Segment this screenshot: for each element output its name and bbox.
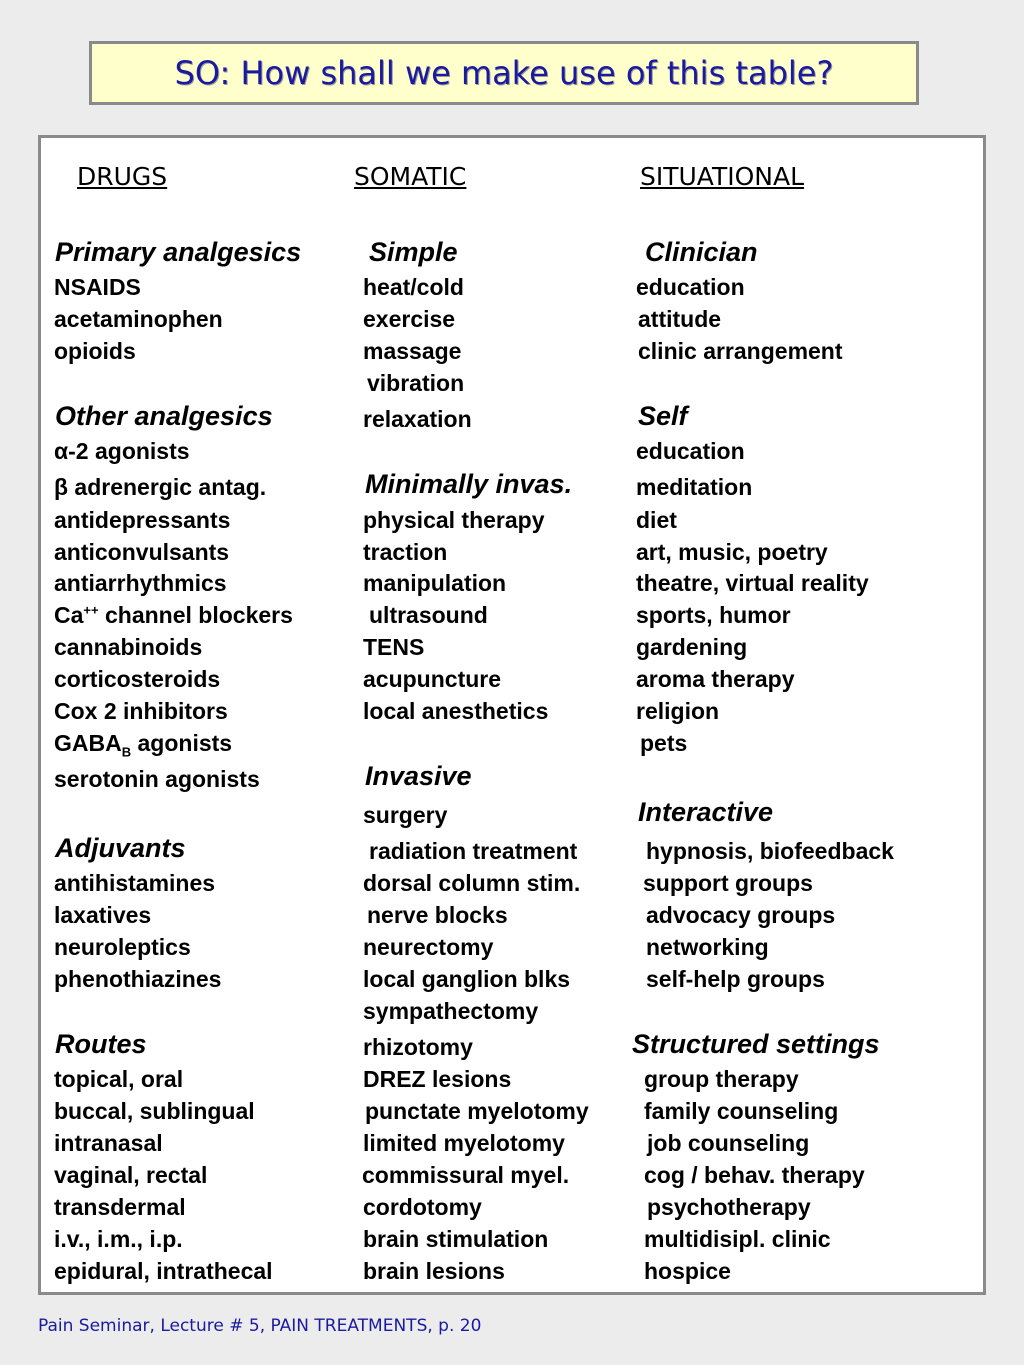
list-item: theatre, virtual reality bbox=[636, 570, 869, 596]
list-item: anticonvulsants bbox=[54, 539, 230, 565]
list-item: brain lesions bbox=[363, 1258, 505, 1284]
category-heading: Interactive bbox=[638, 797, 774, 827]
list-item: traction bbox=[363, 539, 448, 565]
list-item: cog / behav. therapy bbox=[644, 1162, 865, 1188]
list-item: group therapy bbox=[644, 1066, 799, 1092]
list-item: buccal, sublingual bbox=[54, 1098, 255, 1124]
list-item: job counseling bbox=[647, 1130, 810, 1156]
list-item: meditation bbox=[636, 474, 753, 500]
list-item: opioids bbox=[54, 338, 136, 364]
category-heading: Minimally invas. bbox=[365, 469, 573, 499]
header-situational: SITUATIONAL bbox=[640, 162, 805, 191]
category-heading: Simple bbox=[369, 237, 458, 267]
list-item bbox=[54, 602, 293, 628]
list-item: physical therapy bbox=[363, 507, 545, 533]
category-heading: Routes bbox=[55, 1029, 147, 1059]
footer-text: Pain Seminar, Lecture # 5, PAIN TREATMENTS, p. 20 bbox=[38, 1316, 482, 1336]
list-item: phenothiazines bbox=[54, 966, 222, 992]
list-item: sympathectomy bbox=[363, 998, 539, 1024]
category-heading: Clinician bbox=[645, 237, 758, 267]
list-item: commissural myel. bbox=[362, 1162, 570, 1188]
slide-title: SO: How shall we make use of this table? bbox=[174, 54, 834, 92]
list-item-text: agonists bbox=[137, 730, 233, 756]
list-item-text: Ca bbox=[54, 602, 84, 628]
list-item: massage bbox=[363, 338, 462, 364]
list-item bbox=[54, 730, 233, 760]
list-item: support groups bbox=[643, 870, 813, 896]
header-somatic: SOMATIC bbox=[354, 162, 467, 191]
category-heading: Self bbox=[638, 401, 688, 431]
list-item: intranasal bbox=[54, 1130, 163, 1156]
list-item: hospice bbox=[644, 1258, 731, 1284]
list-item: antiarrhythmics bbox=[54, 570, 227, 596]
list-item: manipulation bbox=[363, 570, 507, 596]
list-item: advocacy groups bbox=[646, 902, 836, 928]
list-item: NSAIDS bbox=[54, 274, 141, 300]
list-item: vibration bbox=[367, 370, 465, 396]
list-item: diet bbox=[636, 507, 677, 533]
list-item: nerve blocks bbox=[367, 902, 508, 928]
list-item: neuroleptics bbox=[54, 934, 191, 960]
category-heading: Other analgesics bbox=[55, 401, 273, 431]
list-item: laxatives bbox=[54, 902, 152, 928]
list-item: surgery bbox=[363, 802, 448, 828]
list-item: education bbox=[636, 274, 745, 300]
list-item: relaxation bbox=[363, 406, 472, 432]
list-item: pets bbox=[640, 730, 688, 756]
list-item: self-help groups bbox=[646, 966, 825, 992]
list-item: dorsal column stim. bbox=[363, 870, 581, 896]
list-item: clinic arrangement bbox=[638, 338, 843, 364]
superscript: ++ bbox=[83, 602, 99, 618]
list-item-text: GABA bbox=[54, 730, 122, 756]
list-item: education bbox=[636, 438, 745, 464]
subscript: B bbox=[121, 744, 132, 760]
category-heading: Adjuvants bbox=[55, 833, 186, 863]
list-item: epidural, intrathecal bbox=[54, 1258, 273, 1284]
list-item: heat/cold bbox=[363, 274, 464, 300]
list-item: vaginal, rectal bbox=[54, 1162, 208, 1188]
list-item: corticosteroids bbox=[54, 666, 221, 692]
list-item: TENS bbox=[363, 634, 425, 660]
list-item: acupuncture bbox=[363, 666, 502, 692]
title-box bbox=[89, 41, 919, 105]
list-item: exercise bbox=[363, 306, 456, 332]
list-item: multidisipl. clinic bbox=[644, 1226, 831, 1252]
list-item: attitude bbox=[638, 306, 722, 332]
list-item: neurectomy bbox=[363, 934, 494, 960]
list-item: local anesthetics bbox=[363, 698, 549, 724]
list-item: limited myelotomy bbox=[363, 1130, 565, 1156]
category-heading: Structured settings bbox=[632, 1029, 880, 1059]
list-item-text: channel blockers bbox=[104, 602, 293, 628]
list-item: α-2 agonists bbox=[54, 438, 190, 464]
header-drugs: DRUGS bbox=[77, 162, 168, 191]
list-item: cordotomy bbox=[363, 1194, 482, 1220]
list-item: local ganglion blks bbox=[363, 966, 571, 992]
list-item: Cox 2 inhibitors bbox=[54, 698, 228, 724]
list-item: brain stimulation bbox=[363, 1226, 549, 1252]
list-item: family counseling bbox=[644, 1098, 839, 1124]
category-heading: Primary analgesics bbox=[55, 237, 302, 267]
list-item: networking bbox=[646, 934, 769, 960]
list-item: DREZ lesions bbox=[363, 1066, 512, 1092]
list-item: art, music, poetry bbox=[636, 539, 828, 565]
list-item: radiation treatment bbox=[369, 838, 578, 864]
list-item: hypnosis, biofeedback bbox=[646, 838, 894, 864]
list-item: punctate myelotomy bbox=[365, 1098, 589, 1124]
list-item: antidepressants bbox=[54, 507, 231, 533]
list-item: β adrenergic antag. bbox=[54, 474, 267, 500]
list-item: cannabinoids bbox=[54, 634, 203, 660]
list-item: aroma therapy bbox=[636, 666, 795, 692]
list-item: antihistamines bbox=[54, 870, 216, 896]
list-item: serotonin agonists bbox=[54, 766, 260, 792]
list-item: religion bbox=[636, 698, 720, 724]
list-item: gardening bbox=[636, 634, 748, 660]
list-item: transdermal bbox=[54, 1194, 186, 1220]
list-item: psychotherapy bbox=[647, 1194, 811, 1220]
list-item: i.v., i.m., i.p. bbox=[54, 1226, 183, 1252]
category-heading: Invasive bbox=[365, 761, 472, 791]
list-item: rhizotomy bbox=[363, 1034, 473, 1060]
list-item: sports, humor bbox=[636, 602, 791, 628]
list-item: topical, oral bbox=[54, 1066, 184, 1092]
list-item: ultrasound bbox=[369, 602, 488, 628]
list-item: acetaminophen bbox=[54, 306, 223, 332]
